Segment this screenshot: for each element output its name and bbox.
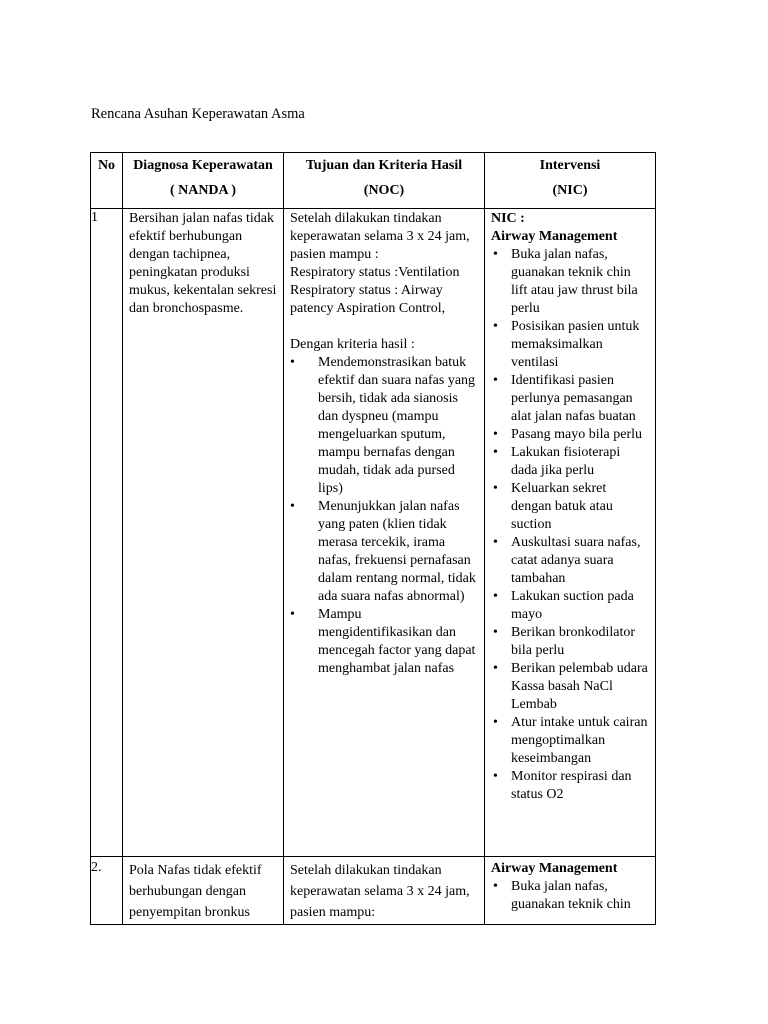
header-nic: Intervensi (NIC) bbox=[485, 153, 656, 209]
page-title: Rencana Asuhan Keperawatan Asma bbox=[91, 106, 305, 122]
nic-intervention-list bbox=[491, 246, 649, 804]
list-item: • Posisikan pasien untuk memaksimalkan ventilasi bbox=[491, 318, 649, 372]
nic-heading: Airway Management bbox=[491, 229, 618, 244]
row-number: 1 bbox=[91, 209, 123, 857]
table-row bbox=[91, 209, 656, 857]
list-item: • Buka jalan nafas, guanakan teknik chin bbox=[491, 878, 649, 914]
noc-criteria-label: Dengan kriteria hasil : bbox=[290, 337, 415, 352]
noc-cell bbox=[284, 857, 485, 925]
list-item: • Keluarkan sekret dengan batuk atau suction bbox=[491, 480, 649, 534]
noc-status: Respiratory status : Airway patency Aspiration Control, bbox=[290, 283, 446, 316]
noc-intro: Setelah dilakukan tindakan keperawatan selama 3 x 24 jam, pasien mampu: bbox=[290, 863, 470, 920]
list-item: • Pasang mayo bila perlu bbox=[491, 426, 649, 444]
list-item: • Atur intake untuk cairan mengoptimalkan keseimbangan bbox=[491, 714, 649, 768]
list-item: • Mendemonstrasikan batuk efektif dan suara nafas yang bersih, tidak ada sianosis dan dyspneu (mampu mengeluarkan sputum, mampu bernafas dengan mudah, tidak ada pursed lips) bbox=[290, 354, 478, 498]
diagnosis-cell bbox=[123, 857, 284, 925]
list-item: • Berikan bronkodilator bila perlu bbox=[491, 624, 649, 660]
noc-cell bbox=[284, 209, 485, 857]
header-diagnosis: Diagnosa Keperawatan ( NANDA ) bbox=[123, 153, 284, 209]
list-item: • Lakukan fisioterapi dada jika perlu bbox=[491, 444, 649, 480]
diagnosis-text: Bersihan jalan nafas tidak efektif berhubungan dengan tachipnea, peningkatan produksi mukus, kekentalan sekresi dan bronchospasme. bbox=[129, 211, 277, 316]
table-header-row bbox=[91, 153, 656, 209]
header-no: No bbox=[91, 153, 123, 209]
nic-label: NIC : bbox=[491, 211, 525, 226]
list-item: • Lakukan suction pada mayo bbox=[491, 588, 649, 624]
header-noc: Tujuan dan Kriteria Hasil (NOC) bbox=[284, 153, 485, 209]
list-item: • Auskultasi suara nafas, catat adanya suara tambahan bbox=[491, 534, 649, 588]
list-item: • Mampu mengidentifikasikan dan mencegah factor yang dapat menghambat jalan nafas bbox=[290, 606, 478, 678]
noc-criteria-list bbox=[290, 354, 478, 678]
list-item: • Buka jalan nafas, guanakan teknik chin lift atau jaw thrust bila perlu bbox=[491, 246, 649, 318]
list-item: • Berikan pelembab udara Kassa basah NaCl Lembab bbox=[491, 660, 649, 714]
nic-intervention-list bbox=[491, 878, 649, 914]
row-number: 2. bbox=[91, 857, 123, 925]
diagnosis-text: Pola Nafas tidak efektif berhubungan dengan penyempitan bronkus bbox=[129, 863, 262, 920]
diagnosis-cell bbox=[123, 209, 284, 857]
nic-cell bbox=[485, 209, 656, 857]
list-item: • Monitor respirasi dan status O2 bbox=[491, 768, 649, 804]
noc-status: Respiratory status :Ventilation bbox=[290, 265, 460, 280]
nic-heading: Airway Management bbox=[491, 861, 618, 876]
list-item: • Menunjukkan jalan nafas yang paten (klien tidak merasa tercekik, irama nafas, frekuensi pernafasan dalam rentang normal, tidak ada suara nafas abnormal) bbox=[290, 498, 478, 606]
noc-intro: Setelah dilakukan tindakan keperawatan selama 3 x 24 jam, pasien mampu : bbox=[290, 211, 470, 262]
list-item: • Identifikasi pasien perlunya pemasangan alat jalan nafas buatan bbox=[491, 372, 649, 426]
table-row bbox=[91, 857, 656, 925]
nic-cell bbox=[485, 857, 656, 925]
care-plan-table bbox=[90, 152, 656, 925]
